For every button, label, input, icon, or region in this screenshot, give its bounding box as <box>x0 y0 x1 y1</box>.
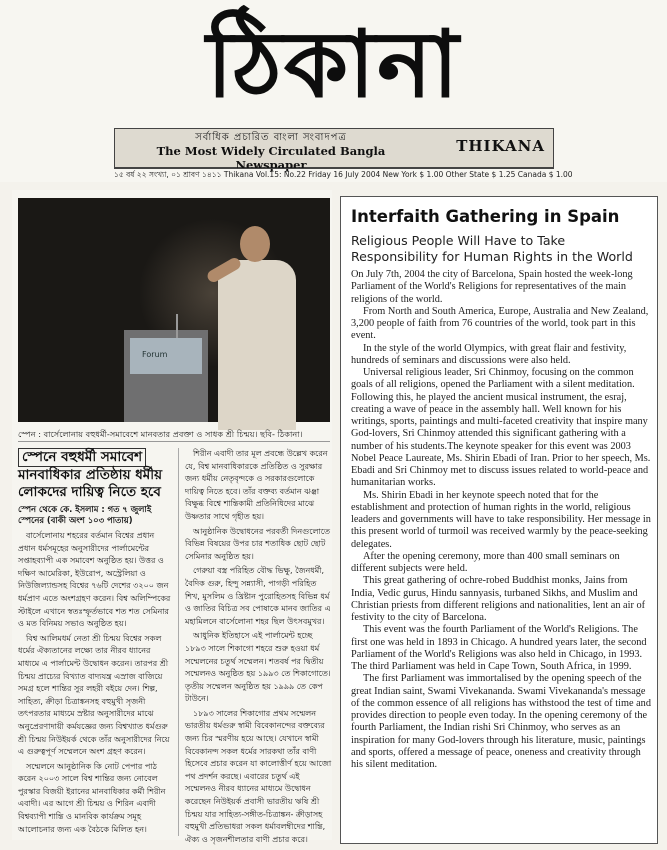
brand-name: THIKANA <box>456 137 545 155</box>
speaker-body <box>218 260 296 430</box>
microphone <box>176 314 178 338</box>
tagline-bangla: সর্বাধিক প্রচারিত বাংলা সংবাদপত্র <box>195 132 347 143</box>
english-paragraph: After the opening ceremony, more than 400 small seminars on different subjects were held. <box>351 550 620 574</box>
tagline-english: The Most Widely Circulated Bangla Newspaper <box>156 144 386 172</box>
english-paragraph: In the style of the world Olympics, with great flair and festivity, hundreds of seminars and discussions were also held. <box>351 342 627 366</box>
dateline: ১৫ বর্ষ ২২ সংখ্যা, ০১ শ্রাবণ ১৪১১ Thikana Vol.15: No.22 Friday 16 July 2004 New York $ 1.00 Other State $ 1.25 Canada $ 1.00 <box>114 170 573 179</box>
english-paragraph: From North and South America, Europe, Australia and New Zealand, 3,200 people of faith from 76 countries of the world, took part in this event. <box>351 305 649 342</box>
bangla-paragraph: আনুষ্ঠানিক উদ্বোধনের পরবর্তী দিনগুলোতে বিভিন্ন বিষয়ের উপর চার শতাধিক ছোট ছোট সেমিনার অনুষ্ঠিত হয়। <box>185 526 330 561</box>
bangla-paragraph: আধুনিক ইতিহাসে এই পার্লামেন্ট হচ্ছে ১৮৯৩ সালে শিকাগো শহরে শুরু হওয়া ধর্ম সম্মেলনের চতুর্থ সম্মেলন। শতবর্ষ পর দ্বিতীয় সম্মেলনও অনুষ্ঠিত হয় ১৯৯৩ তে শিকাগোতে। তৃতীয় সম্মেলন অনুষ্ঠিত হয় ১৯৯৯ তে কেপ টাউনে। <box>185 631 331 704</box>
bangla-headline-main: মানবাধিকার প্রতিষ্ঠায় ধর্মীয় লোকদের দায়িত্ব নিতে হবে <box>18 467 163 500</box>
english-paragraph: The first Parliament was immortalised by the opening speech of the great Indian saint, Swami Vivekananda. Swami Vivekananda's message of the common essence of all religions has withstood the test of time and provides direction to people even today. In the opening ceremony of the fourth Parliament, the Indian rishi Sri Chinmoy, who serves as an inspiration for many God-lovers through his literature, music, paintings and sports, offered a message of peace, oneness and creativity through his silent meditation. <box>351 673 651 770</box>
english-article-body <box>351 269 651 841</box>
bangla-headline <box>18 448 172 501</box>
english-paragraph: Ms. Shirin Ebadi in her keynote speech noted that for the establishment and protection of human rights in the world, religious leaders and governments will have to take responsibility. Her message in this present world of turmoil was received warmly by the peace-seeking delegates. <box>351 489 651 550</box>
bangla-byline: স্পেন থেকে কে. ইসলাম : গত ৭ জুলাই স্পেনের (বাকী অংশ ১০৩ পাতায়) <box>18 504 152 525</box>
bangla-article <box>12 190 332 844</box>
tagline-bar <box>114 128 554 172</box>
bangla-column-1 <box>18 448 172 836</box>
english-paragraph: This event was the fourth Parliament of the World's Religions. The first one was held in 1893 in Chicago. A hundred years later, the second Parliament of the World's Religions was also held in Chicago, in 1993. The third Parliament was held in Cape Town, South Africa, in 1999. <box>351 624 647 672</box>
bangla-column-2 <box>178 448 332 844</box>
bangla-headline-kicker: স্পেনে বহুধর্মী সমাবেশ <box>18 448 146 467</box>
photo-caption: স্পেন : বার্সেলোনায় বহুধর্মী-সমাবেশে মানবতার প্রবক্তা ও সাধক শ্রী চিন্ময়। ছবি- ঠিকানা। <box>18 426 330 442</box>
english-paragraph: This great gathering of ochre-robed Buddhist monks, Jains from India, Vedic gurus, Hindu sannyasis, turbaned Sikhs, and Muslim and Christian priests from different religions and nationalities, lent an air of festivity to the city of Barcelona. <box>351 575 646 623</box>
bangla-paragraph: শিরীন এবাদী তার মূল প্রবন্ধে উল্লেখ করেন যে, বিশ্ব মানবাধিকারকে প্রতিষ্ঠিত ও সুরক্ষার জন্য ধর্মীয় নেতৃবৃন্দকে ও সরকারগুলোকে দায়িত্ব নিতে হবে। তাঁর বক্তব্য বর্তমান ঝঞ্ঝা বিক্ষুব্ধ বিশ্বে শান্তিকামী প্রতিনিধিদের মাঝে উষ্ণতার সাথে গৃহীত হয়। <box>185 449 328 521</box>
speaker-head <box>240 226 270 262</box>
english-article <box>340 196 658 844</box>
bangla-paragraph: ১৮৯৩ সালের শিকাগোর প্রথম সম্মেলন ভারতীয় ধর্মগুরু স্বামী বিবেকানন্দের বক্তব্যের জন্য চির স্মরণীয় হয়ে আছে। যেখানে স্বামী বিবেকানন্দ সকল ধর্মের সারকথা তাঁর বাণী হিসেবে প্রচার করেন যা কালোত্তীর্ণ হয়ে আজো পথ প্রদর্শন করছে। এবারের চতুর্থ এই সম্মেলনও নীরব ধ্যানের মাধ্যমে উদ্বোধন করেছেন নিউইয়র্ক প্রবাসী ভারতীয় ঋষি শ্রী চিন্ময় যার সাহিত্য-সঙ্গীত-চিত্রাঙ্কন- ক্রীড়াসহ বহুমুখী প্রতিভাধরা সকল ধর্মাবলম্বীদের শান্তি, ঐক্য ও সৃজনশীলতার বাণী প্রচার করে। <box>185 708 332 844</box>
bangla-paragraph: গেরুয়া বস্ত্র পরিহিত বৌদ্ধ ভিক্ষু, জৈনধর্মী, বৈদিক গুরু, হিন্দু সন্ন্যাসী, পাগড়ী পরিহিত শিখ, মুসলিম ও খ্রিষ্টান পুরোহিতসহ বিভিন্ন ধর্ম ও জাতির বিচিত্র সব পোষাকে মানব জাতির এ মহামিলনে বার্সেলোনা শহর ছিল উৎসবমুখর। <box>185 566 331 626</box>
english-paragraph: Universal religious leader, Sri Chinmoy, focusing on the common goals of all religions, opened the Parliament with a silent meditation. Following this, he played the ancient musical instrument, the esraj, creating a wave of peace in the assembly hall. Well known for his writings, sports, paintings and multi-faceted creativity that inspire many God-lovers, Sri Chinmoy attended this significant gathering with a number of his students.The keynote speaker for this event was 2003 Nobel Peace Laureate, Ms. Shirin Ebadi of Iran. Prior to her speech, Ms. Ebadi and Sri Chinmoy met to discuss issues related to world-peace and humanitarian works. <box>351 367 651 489</box>
masthead <box>0 0 667 182</box>
bangla-paragraph: বিশ্ব আলিমধর্ম নেতা শ্রী চিন্ময় বিশ্বের সকল ধর্মের ঐক্যতানের লক্ষ্যে তার নীরব ধ্যানের মাধ্যমে এ পার্লামেন্ট উদ্বোধন করেন। তারপর শ্রী চিন্ময় প্রাচ্যের বিখ্যাত বাদ্যযন্ত্র এস্রাজ বাজিয়ে সমগ্র হলে শান্তির সুর লহরী বইয়ে দেন। শিল্প, সাহিত্য, ক্রীড়া চিত্রাঙ্কনসহ বহুমুখী সৃজনী তৎপরতার মাধ্যমে স্রষ্টার অনুসারীদের মাঝে অনুপ্রেরণাদায়ী কর্মযজ্ঞের জন্য বিশ্বখ্যাত ধর্মগুরু শ্রী চিন্ময় নিউইয়র্ক থেকে তাঁর অনুসারীদের নিয়ে এ গুরুত্বপূর্ণ সম্মেলনে অংশ গ্রহণ করেন। <box>18 633 170 757</box>
english-headline: Interfaith Gathering in Spain <box>351 207 620 226</box>
article-photo <box>18 198 330 422</box>
newspaper-title: ঠিকানা <box>206 11 461 118</box>
english-paragraph: On July 7th, 2004 the city of Barcelona, Spain hosted the week-long Parliament of the World's Religions for representatives of the main religions of the world. <box>351 269 633 305</box>
podium-sign-text: Forum <box>142 350 168 359</box>
english-subheadline: Religious People Will Have to Take Responsibility for Human Rights in the World <box>351 233 633 264</box>
bangla-paragraph: বার্সেলোনায় শহরের বর্তমান বিশ্বের প্রধান প্রধান ধর্মসমূহের অনুসারীদের পার্লামেন্টের সপ্তাহব্যাপী এক সমাবেশ অনুষ্ঠিত হয়। উত্তর ও দক্ষিণ আমেরিকা, ইউরোপ, অস্ট্রেলিয়া ও নিউজিল্যান্ডসহ বিশ্বের ৭৬টি দেশের ৩২০০ জন ধর্মপ্রাণ এতে অংশগ্রহণ করেন। বিশ্ব অলিম্পিকের স্টাইলে এখানে স্বতঃস্ফূর্তভাবে শত শত সেমিনার ও মত বিনিময় সভাও অনুষ্ঠিত হয়। <box>18 531 171 629</box>
bangla-paragraph: সম্মেলনে আনুষ্ঠানিক কি নোট পেপার পাঠ করেন ২০০৩ সালে বিশ্ব শান্তির জন্য নোবেল পুরস্কার বিজয়ী ইরানের মানবাধিকার কর্মী শিরীন এবাদী। এর আগে শ্রী চিন্ময় ও শিরিন এবাদী বিশ্বব্যাপী শান্তি ও মানবিক কার্যক্রম সমূহ আলোচনার জন্য এক বৈঠকে মিলিত হন। <box>18 761 166 834</box>
